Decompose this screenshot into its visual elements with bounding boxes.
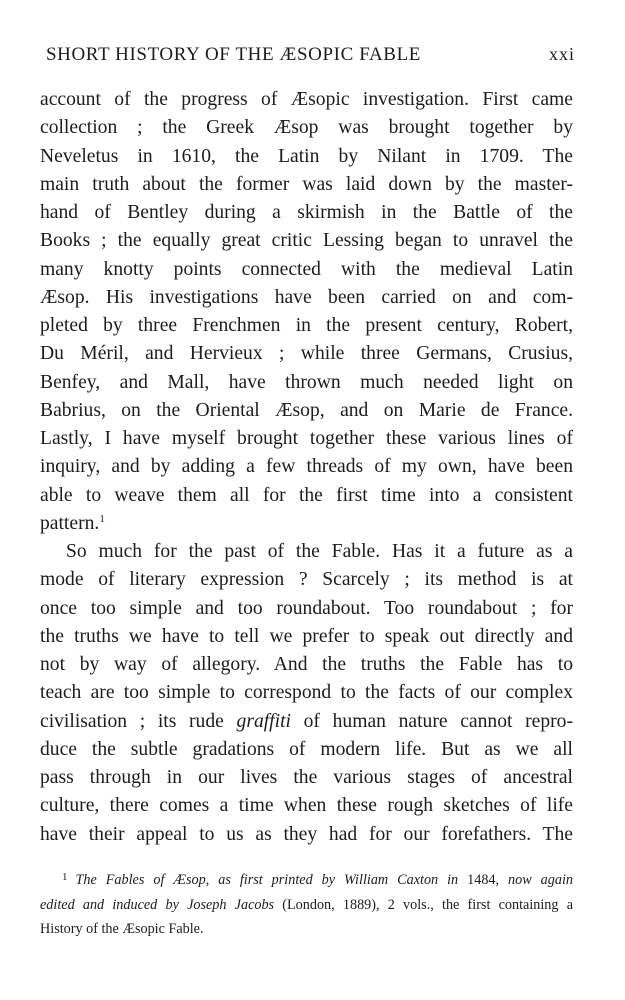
body-text [40, 86, 573, 849]
text-line: hand of Bentley during a skirmish in the Battle of the [40, 202, 573, 223]
text-line-with-italic [40, 708, 573, 736]
footnote-line: History of the Æsopic Fable. [40, 921, 204, 937]
footnote-reference: 1 [99, 512, 105, 525]
footnote-italic: edited and induced by Joseph Jacobs [40, 896, 275, 913]
text-line: Du Méril, and Hervieux ; while three Germans, Crusius, [40, 343, 573, 365]
text-line-content: of human nature cannot repro- [290, 710, 573, 732]
book-page [40, 0, 573, 1000]
footnote-line [40, 893, 573, 918]
footnote-line [40, 868, 573, 893]
text-line: account of the progress of Æsopic investigation. First came [40, 89, 573, 110]
footnote-italic: The Fables of Æsop, as first printed by William Caxton in [75, 872, 459, 888]
text-line: collection ; the Greek Æsop was brought together by [40, 117, 573, 139]
text-line: Neveletus in 1610, the Latin by Nilant in 1709. The [40, 145, 573, 167]
text-line: mode of literary expression ? Scarcely ; its method is at [40, 569, 573, 591]
text-line: once too simple and too roundabout. Too roundabout ; for [40, 597, 573, 619]
footnote-text: 1484, [458, 872, 509, 888]
text-line-paragraph-start: So much for the past of the Fable. Has it a future as a [66, 541, 573, 562]
text-line: duce the subtle gradations of modern life. But as we all [40, 738, 573, 760]
text-line-paragraph-end [40, 510, 573, 538]
text-line-content: civilisation ; its rude [40, 710, 224, 732]
text-line: Books ; the equally great critic Lessing began to unravel the [40, 230, 573, 252]
footnote-mark: 1 [62, 871, 68, 883]
text-line: teach are too simple to correspond to the facts of our complex [40, 682, 573, 704]
running-title: SHORT HISTORY OF THE ÆSOPIC FABLE [46, 44, 421, 65]
text-line: not by way of allegory. And the truths the Fable has to [40, 654, 573, 675]
text-line: have their appeal to us as they had for our forefathers. The [40, 823, 573, 845]
text-line: able to weave them all for the first time into a consistent [40, 484, 573, 506]
text-line: Benfey, and Mall, have thrown much needed light on [40, 371, 573, 393]
footnote-italic: now again [508, 872, 573, 888]
text-line: Lastly, I have myself brought together these various lines of [40, 428, 573, 449]
text-line: the truths we have to tell we prefer to speak out directly and [40, 625, 573, 647]
text-line-content: pattern. [40, 512, 100, 534]
text-line: pass through in our lives the various stages of ancestral [40, 767, 573, 788]
text-line: many knotty points connected with the medieval Latin [40, 258, 573, 280]
text-line: Babrius, on the Oriental Æsop, and on Marie de France. [40, 399, 573, 421]
footnote-text: (London, 1889), 2 vols., the first containing a [274, 896, 573, 913]
text-line: culture, there comes a time when these rough sketches of life [40, 795, 573, 817]
page-number: xxi [548, 44, 575, 64]
text-line: Æsop. His investigations have been carried on and com- [40, 286, 573, 308]
running-header [46, 44, 575, 66]
text-line: main truth about the former was laid down by the master- [40, 173, 573, 195]
footnote [40, 868, 573, 942]
text-line: pleted by three Frenchmen in the present century, Robert, [40, 315, 573, 336]
text-line: inquiry, and by adding a few threads of my own, have been [40, 456, 573, 478]
italic-term-graffiti: graffiti [236, 710, 291, 732]
